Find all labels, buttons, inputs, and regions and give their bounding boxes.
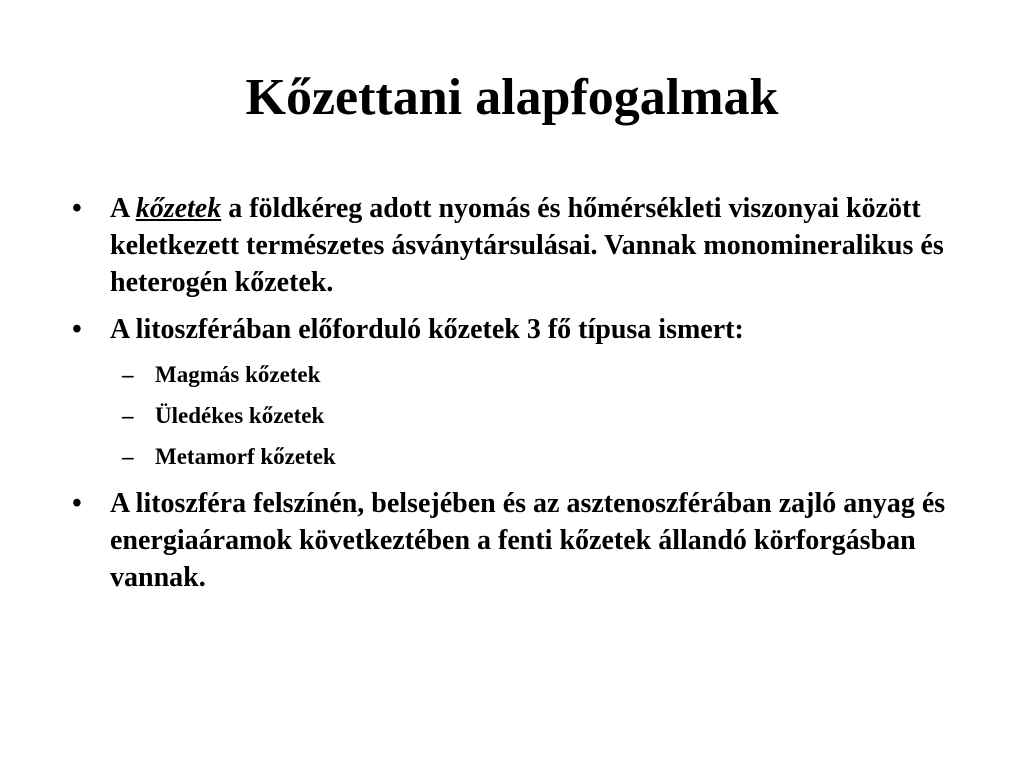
sub-item-text: Üledékes kőzetek (155, 403, 325, 428)
slide-title: Kőzettani alapfogalmak (245, 69, 779, 126)
sub-list (0, 354, 1024, 477)
bullet-item-types (0, 311, 1024, 348)
sub-item-text: Magmás kőzetek (155, 362, 321, 387)
bullet-marker: • (72, 193, 82, 224)
dash-marker: – (122, 403, 134, 428)
term-kozetek: kőzetek (135, 193, 222, 224)
sub-item-magmas (0, 354, 1024, 395)
sub-item-uledekes (0, 395, 1024, 436)
sub-item-text: Metamorf kőzetek (155, 444, 336, 469)
bullet-item-definition (0, 190, 1024, 301)
bullet-text-suffix: a földkéreg adott nyomás és hőmérsékleti viszonyai között keletkezett természetes ásványtársulásai. Vannak monomineralikus és heterogén kőzetek. (110, 193, 944, 298)
bullet-list (0, 190, 1024, 606)
dash-marker: – (122, 444, 134, 469)
bullet-text: A litoszférában előforduló kőzetek 3 fő típusa ismert: (110, 314, 744, 345)
bullet-text: A litoszféra felszínén, belsejében és az asztenoszférában zajló anyag és energiaáramok következtében a fenti kőzetek állandó körforgásban vannak. (110, 488, 946, 593)
bullet-item-cycle (0, 485, 1024, 596)
bullet-marker: • (72, 314, 82, 345)
bullet-marker: • (72, 488, 82, 519)
dash-marker: – (122, 362, 134, 387)
sub-list-container (0, 354, 1024, 477)
bullet-text-prefix: A (110, 193, 136, 224)
sub-item-metamorf (0, 436, 1024, 477)
